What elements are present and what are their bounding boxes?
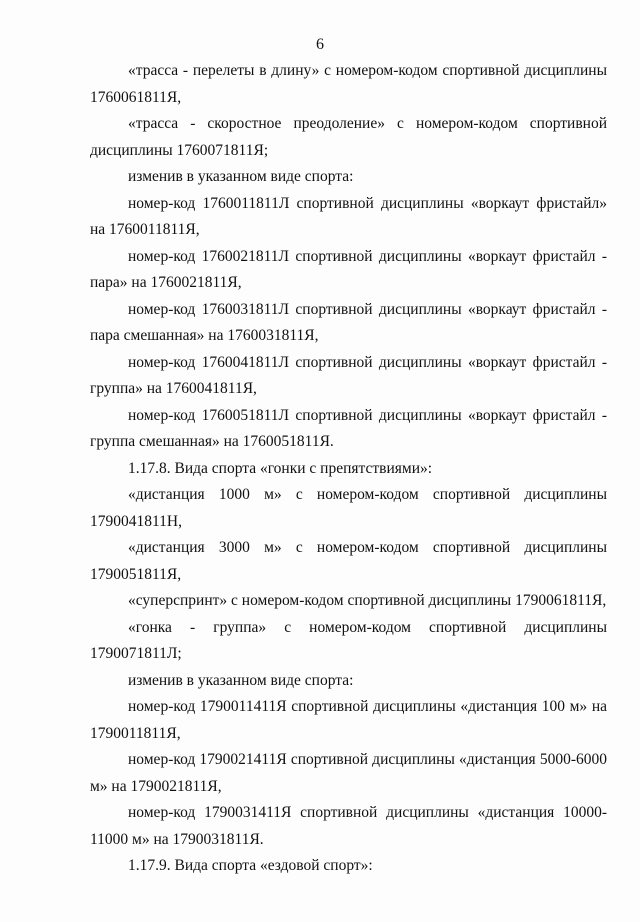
paragraph-p18: 1.17.9. Вида спорта «ездовой спорт»: (128, 857, 373, 874)
paragraph-p03: изменив в указанном виде спорта: (128, 168, 354, 185)
paragraph-p14: изменив в указанном виде спорта: (128, 671, 354, 689)
paragraph-p08: номер-код 1760051811Л спортивной дисциплины «воркаут фристайл - группа смешанная» на 1760051811Я. (90, 406, 607, 450)
paragraph-p05: номер-код 1760021811Л спортивной дисциплины «воркаут фристайл - пара» на 1760021811Я, (90, 247, 607, 291)
paragraph-p10: «дистанция 1000 м» с номером-кодом спортивной дисциплины 1790041811Н, (90, 486, 607, 530)
paragraph-p13: «гонка - группа» с номером-кодом спортивной дисциплины 1790071811Л; (90, 618, 607, 662)
paragraph-p07: номер-код 1760041811Л спортивной дисциплины «воркаут фристайл - группа» на 1760041811Я, (90, 353, 607, 397)
paragraph-p04: номер-код 1760011811Л спортивной дисциплины «воркаут фристайл» на 1760011811Я, (90, 194, 607, 238)
paragraph-p01: «трасса - перелеты в длину» с номером-кодом спортивной дисциплины 1760061811Я, (90, 62, 607, 106)
paragraph-p12: «суперспринт» с номером-кодом спортивной дисциплины 1790061811Я, (128, 592, 607, 609)
document-body (90, 58, 607, 880)
paragraph-p15: номер-код 1790011411Я спортивной дисциплины «дистанция 100 м» на 1790011811Я, (90, 698, 607, 742)
paragraph-p17: номер-код 1790031411Я спортивной дисциплины «дистанция 10000-11000 м» на 1790031811Я. (90, 804, 607, 848)
page-number: 6 (316, 36, 324, 53)
paragraph-p16: номер-код 1790021411Я спортивной дисциплины «дистанция 5000-6000 м» на 1790021811Я, (90, 751, 607, 795)
paragraph-p02: «трасса - скоростное преодоление» с номером-кодом спортивной дисциплины 1760071811Я; (90, 115, 607, 159)
paragraph-p06: номер-код 1760031811Л спортивной дисциплины «воркаут фристайл - пара смешанная» на 1760031811Я, (90, 300, 607, 344)
paragraph-p11: «дистанция 3000 м» с номером-кодом спортивной дисциплины 1790051811Я, (90, 539, 607, 583)
paragraph-p09: 1.17.8. Вида спорта «гонки с препятствиями»: (128, 459, 433, 477)
